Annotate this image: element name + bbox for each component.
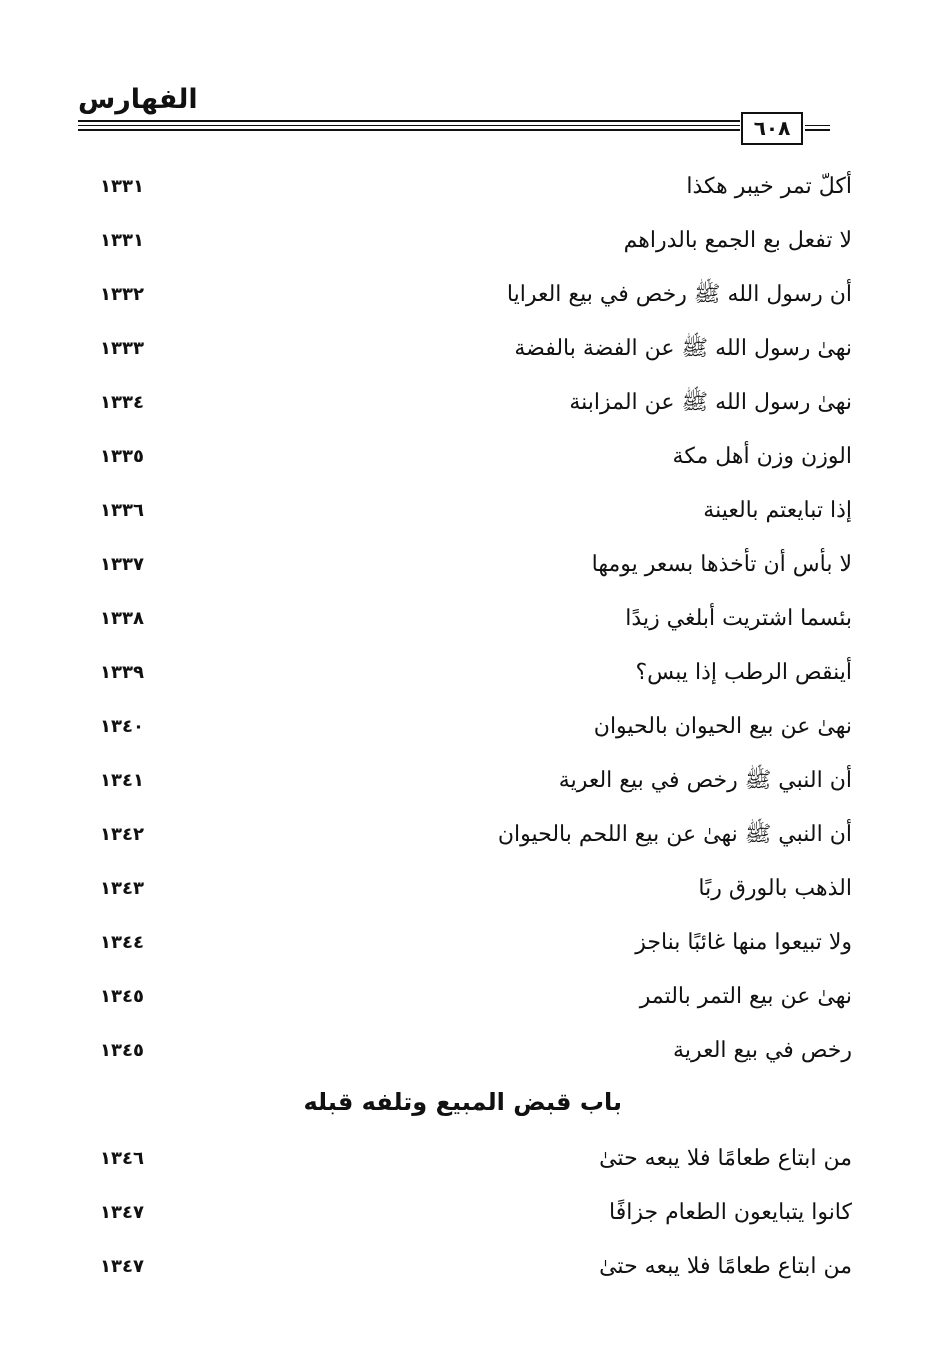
entry-text: إذا تبايعتم بالعينة bbox=[703, 498, 852, 523]
entry-page-number: ١٣٣٥ bbox=[100, 446, 144, 467]
entry-text: من ابتاع طعامًا فلا يبعه حتىٰ bbox=[599, 1146, 852, 1171]
entry-page-number: ١٣٣٨ bbox=[100, 608, 144, 629]
entry-text: أكلّ تمر خيبر هكذا bbox=[686, 174, 852, 199]
entry-text: لا بأس أن تأخذها بسعر يومها bbox=[591, 552, 852, 577]
entry-page-number: ١٣٤٢ bbox=[100, 824, 144, 845]
entry-text: رخص في بيع العرية bbox=[673, 1038, 852, 1063]
entry-text: أن رسول الله ﷺ رخص في بيع العرايا bbox=[506, 282, 852, 307]
entry-page-number: ١٣٤٤ bbox=[100, 932, 144, 953]
index-entry bbox=[100, 437, 852, 477]
entry-page-number: ١٣٤١ bbox=[100, 770, 144, 791]
running-title: الفهارس bbox=[78, 84, 198, 115]
entry-text: نهىٰ عن بيع الحيوان بالحيوان bbox=[593, 714, 852, 739]
index-entry bbox=[100, 1193, 852, 1233]
entry-page-number: ١٣٣٦ bbox=[100, 500, 144, 521]
index-entry bbox=[100, 221, 852, 261]
index-entry bbox=[100, 1247, 852, 1287]
entry-text: نهىٰ رسول الله ﷺ عن الفضة بالفضة bbox=[514, 336, 852, 361]
index-entry bbox=[100, 383, 852, 423]
index-entry bbox=[100, 275, 852, 315]
index-entry bbox=[100, 869, 852, 909]
entry-page-number: ١٣٤٧ bbox=[100, 1256, 144, 1277]
entry-page-number: ١٣٣٢ bbox=[100, 284, 144, 305]
entry-text: لا تفعل بع الجمع بالدراهم bbox=[623, 228, 852, 253]
index-entry bbox=[100, 761, 852, 801]
entry-page-number: ١٣٣٩ bbox=[100, 662, 144, 683]
index-entry bbox=[100, 545, 852, 585]
entry-page-number: ١٣٤٥ bbox=[100, 986, 144, 1007]
index-entry bbox=[100, 1031, 852, 1071]
entry-page-number: ١٣٣١ bbox=[100, 176, 144, 197]
index-entry bbox=[100, 707, 852, 747]
entry-text: من ابتاع طعامًا فلا يبعه حتىٰ bbox=[599, 1254, 852, 1279]
entry-text: الذهب بالورق ربًا bbox=[698, 876, 852, 901]
page-number-box: ٦٠٨ bbox=[741, 112, 803, 145]
entry-page-number: ١٣٤٦ bbox=[100, 1148, 144, 1169]
index-entry bbox=[100, 977, 852, 1017]
entry-text: أن النبي ﷺ نهىٰ عن بيع اللحم بالحيوان bbox=[497, 822, 852, 847]
section-heading: باب قبض المبيع وتلفه قبله bbox=[303, 1088, 622, 1116]
entry-page-number: ١٣٣٤ bbox=[100, 392, 144, 413]
index-entry bbox=[100, 167, 852, 207]
entry-text: ولا تبيعوا منها غائبًا بناجز bbox=[635, 930, 852, 955]
entry-text: نهىٰ رسول الله ﷺ عن المزابنة bbox=[569, 390, 852, 415]
index-entry bbox=[100, 491, 852, 531]
index-entry bbox=[100, 1139, 852, 1179]
index-entry bbox=[100, 653, 852, 693]
entry-text: كانوا يتبايعون الطعام جزافًا bbox=[609, 1200, 852, 1225]
entry-text: أن النبي ﷺ رخص في بيع العرية bbox=[558, 768, 852, 793]
entry-text: نهىٰ عن بيع التمر بالتمر bbox=[639, 984, 852, 1009]
entry-text: بئسما اشتريت أبلغي زيدًا bbox=[625, 606, 852, 631]
entry-page-number: ١٣٤٥ bbox=[100, 1040, 144, 1061]
entry-page-number: ١٣٤٠ bbox=[100, 716, 144, 737]
index-entry bbox=[100, 923, 852, 963]
index-entry bbox=[100, 815, 852, 855]
entry-text: أينقص الرطب إذا يبس؟ bbox=[635, 660, 852, 685]
entry-page-number: ١٣٤٣ bbox=[100, 878, 144, 899]
entry-page-number: ١٣٣١ bbox=[100, 230, 144, 251]
entry-page-number: ١٣٤٧ bbox=[100, 1202, 144, 1223]
entry-text: الوزن وزن أهل مكة bbox=[672, 444, 852, 469]
entry-page-number: ١٣٣٣ bbox=[100, 338, 144, 359]
index-entry bbox=[100, 599, 852, 639]
entry-page-number: ١٣٣٧ bbox=[100, 554, 144, 575]
index-entry bbox=[100, 329, 852, 369]
